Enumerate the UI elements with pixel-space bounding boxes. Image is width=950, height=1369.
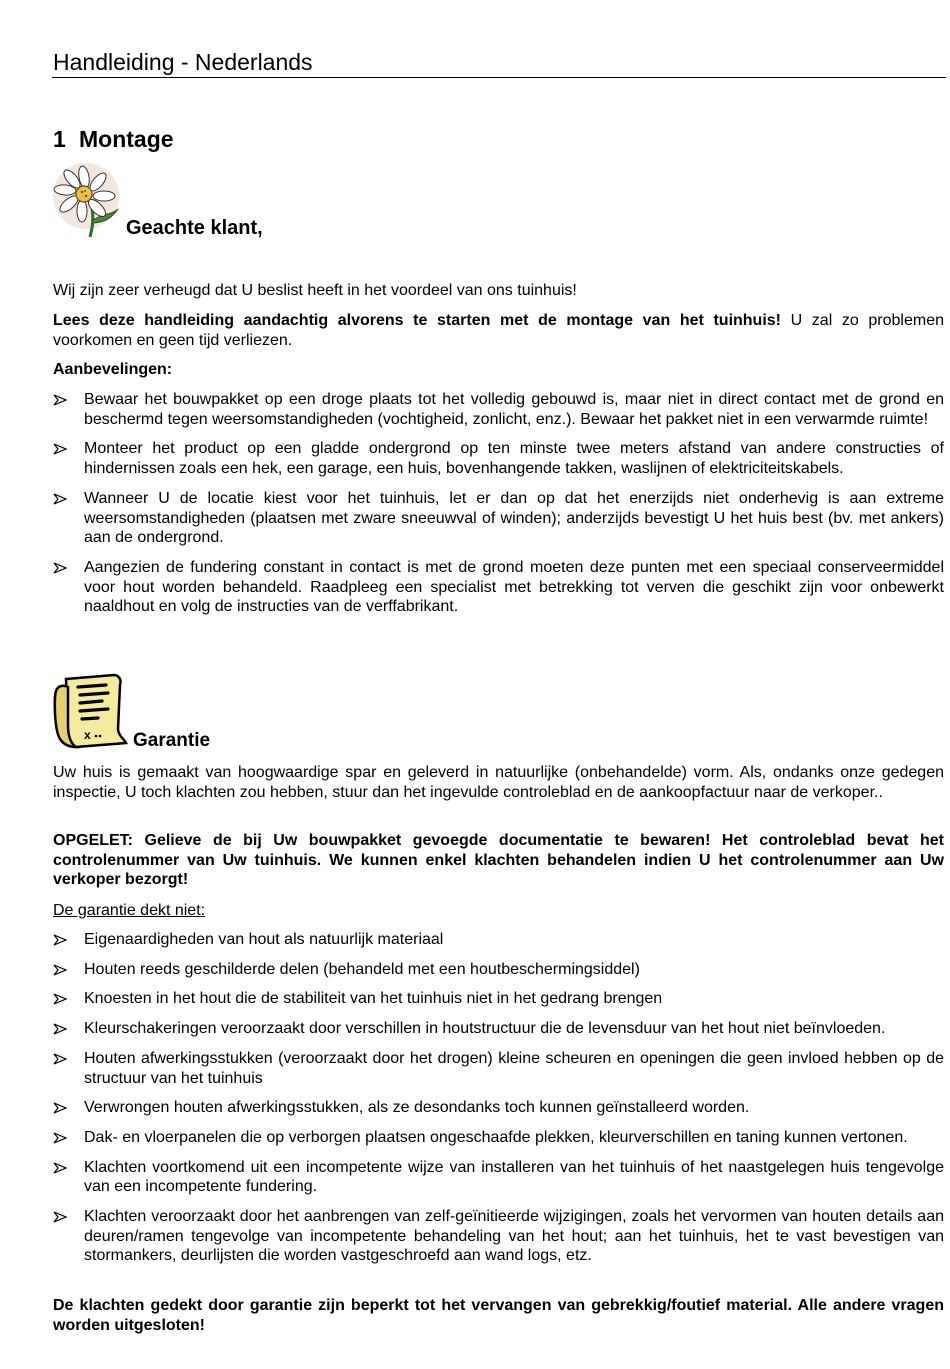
instruction-rest-text: U zal zo problemen voorkomen en geen tijd verliezen. bbox=[53, 312, 944, 349]
list-item: Houten reeds geschilderde delen (behandeld met een houtbeschermingsiddel) bbox=[53, 960, 944, 980]
list-item: Klachten voortkomend uit een incompetente wijze van installeren van het tuinhuis of het naastgelegen huis tengevolge van een incompetente fundering. bbox=[53, 1158, 944, 1197]
not-covered-heading: De garantie dekt niet: bbox=[53, 902, 206, 919]
arrow-bullet-icon bbox=[53, 1019, 67, 1038]
arrow-bullet-icon bbox=[53, 1158, 67, 1177]
arrow-bullet-icon bbox=[53, 489, 67, 508]
list-item: Monteer het product op een gladde ondergrond op ten minste twee meters afstand van andere constructies of hindernissen zoals een hek, een garage, een huis, bovenhangende takken, waslijnen of elektriciteitskabels. bbox=[53, 439, 944, 478]
arrow-bullet-icon bbox=[53, 1098, 67, 1117]
list-item: Eigenaardigheden van hout als natuurlijk materiaal bbox=[53, 930, 944, 950]
list-item: Knoesten in het hout die de stabiliteit van het tuinhuis niet in het gedrang brengen bbox=[53, 989, 944, 1009]
page-header-title: Handleiding - Nederlands bbox=[53, 49, 313, 75]
list-item: Houten afwerkingsstukken (veroorzaakt door het drogen) kleine scheuren en openingen die geen invloed hebben op de structuur van het tuinhuis bbox=[53, 1049, 944, 1088]
not-covered-list bbox=[53, 930, 944, 1266]
garantie-warning-paragraph: OPGELET: Gelieve de bij Uw bouwpakket gevoegde documentatie te bewaren! Het controleblad bevat het controlenummer van Uw tuinhuis. We kunnen enkel klachten behandelen indien U het controlenummer aan Uw verkoper bezorgt! bbox=[53, 832, 944, 889]
list-item: Wanneer U de locatie kiest voor het tuinhuis, let er dan op dat het enerzijds niet onderhevig is aan extreme weersomstandigheden (plaatsen met zware sneeuwval of winden); anderzijds bevestigt U het huis best (bv. met ankers) aan de ondergrond. bbox=[53, 489, 944, 548]
instruction-bold-text: Lees deze handleiding aandachtig alvorens te starten met de montage van het tuinhuis! bbox=[53, 312, 781, 329]
header-divider bbox=[52, 77, 946, 78]
chapter-heading bbox=[53, 124, 174, 154]
garantie-heading: Garantie bbox=[133, 730, 211, 751]
arrow-bullet-icon bbox=[53, 1049, 67, 1068]
arrow-bullet-icon bbox=[53, 930, 67, 949]
chapter-title: Montage bbox=[79, 126, 174, 152]
recommendations-heading: Aanbevelingen: bbox=[53, 361, 173, 378]
arrow-bullet-icon bbox=[53, 1207, 67, 1226]
list-item: Aangezien de fundering constant in contact is met de grond moeten deze punten met een speciaal conserveermiddel voor hout worden behandeld. Raadpleeg een specialist met betrekking tot verven die geschikt zijn voor onbewerkt naaldhout en volg de instructies van de verffabrikant. bbox=[53, 558, 944, 617]
chapter-number: 1 bbox=[53, 126, 66, 152]
arrow-bullet-icon bbox=[53, 960, 67, 979]
arrow-bullet-icon bbox=[53, 989, 67, 1008]
greeting-heading: Geachte klant, bbox=[126, 217, 263, 239]
garantie-closing-paragraph: De klachten gedekt door garantie zijn beperkt tot het vervangen van gebrekkig/foutief material. Alle andere vragen worden uitgesloten! bbox=[53, 1297, 944, 1334]
list-item: Verwrongen houten afwerkingsstukken, als ze desondanks toch kunnen geïnstalleerd worden. bbox=[53, 1098, 944, 1118]
recommendations-list bbox=[53, 390, 944, 617]
instruction-paragraph bbox=[53, 311, 944, 350]
list-item: Kleurschakeringen veroorzaakt door verschillen in houtstructuur die de levensduur van het hout niet beïnvloeden. bbox=[53, 1019, 944, 1039]
svg-text:x: x bbox=[84, 728, 91, 742]
arrow-bullet-icon bbox=[53, 439, 67, 458]
arrow-bullet-icon bbox=[53, 558, 67, 577]
list-item: Bewaar het bouwpakket op een droge plaats tot het volledig gebouwd is, maar niet in direct contact met de grond en beschermd tegen weersomstandigheden (vochtigheid, zonlicht, enz.). Bewaar het pakket niet in een verwarmde ruimte! bbox=[53, 390, 944, 429]
intro-paragraph: Wij zijn zeer verheugd dat U beslist heeft in het voordeel van ons tuinhuis! bbox=[53, 282, 577, 299]
arrow-bullet-icon bbox=[53, 390, 67, 409]
document-scroll-icon bbox=[52, 673, 130, 751]
arrow-bullet-icon bbox=[53, 1128, 67, 1147]
list-item: Dak- en vloerpanelen die op verborgen plaatsen ongeschaafde plekken, kleurverschillen en taning kunnen vertonen. bbox=[53, 1128, 944, 1148]
garantie-intro-paragraph: Uw huis is gemaakt van hoogwaardige spar en geleverd in natuurlijke (onbehandelde) vorm. Als, ondanks onze gedegen inspectie, U toch klachten zou hebben, stuur dan het ingevulde controleblad en de aankoopfactuur naar de verkoper.. bbox=[53, 764, 944, 801]
list-item: Klachten veroorzaakt door het aanbrengen van zelf-geïnitieerde wijzigingen, zoals het vervormen van houten details aan deuren/ramen tengevolge van incompetente behandeling van het hout; aan het tuinhuis, het te vast bevestigen van stormankers, deurlijsten die worden vastgeschroefd aan wand logs, etz. bbox=[53, 1207, 944, 1266]
daisy-flower-icon bbox=[52, 163, 122, 239]
